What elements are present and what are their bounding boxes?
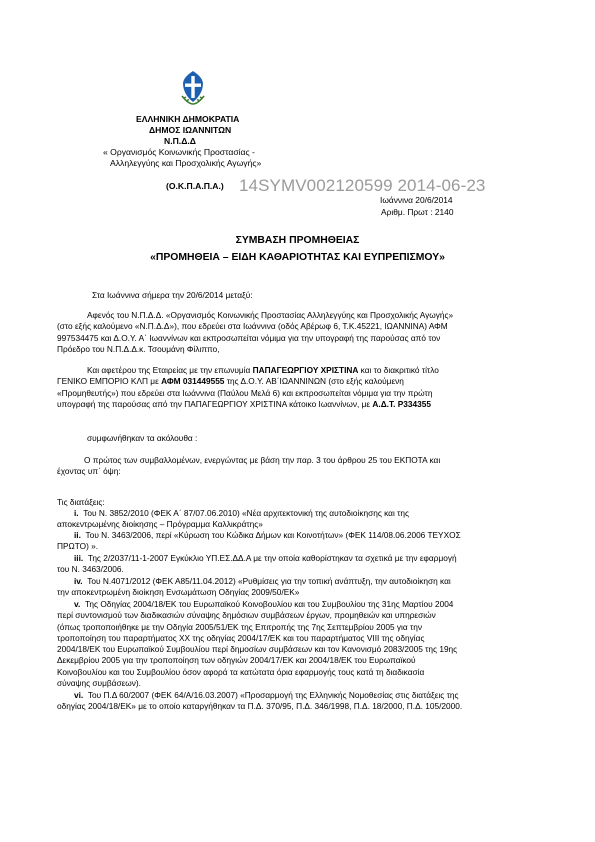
party-one-line: (στο εξής καλούμενο «Ν.Π.Δ.Δ»), που εδρεύει στα Ιωάννινα (οδός Αβέρωφ 6, Τ.Κ.45221, ΙΩΑΝΝΙΝΑ) ΑΦΜ: [57, 321, 448, 332]
organization-name-line2: Αλληλεγγύης και Προσχολικής Αγωγής»: [110, 158, 262, 168]
state-emblem-icon: [180, 70, 206, 106]
provision-item: [57, 576, 505, 599]
provision-number: i.: [74, 508, 79, 518]
provision-item: [57, 530, 505, 553]
provision-item: [57, 599, 505, 689]
supplier-tax-id: ΑΦΜ 031449555: [161, 376, 225, 387]
provision-text: Του Π.Δ 60/2007 (ΦΕΚ 64/Α/16.03.2007) «Προσαρμογή της Ελληνικής Νομοθεσίας στις διατάξεις της: [87, 690, 459, 700]
party-two-line: «Προμηθευτής») που εδρεύει στα Ιωάννινα (Παύλου Μελά 6) και εκπροσωπείται νόμιμα για την πρώτη: [57, 387, 433, 398]
protocol-number: Αριθμ. Πρωτ : 2140: [381, 207, 454, 217]
party-one-line: 997534475 και Δ.Ο.Υ. Α΄ Ιωαννίνων και εκπροσωπείται νόμιμα για την υπογραφή της παρούσας από τον: [57, 332, 441, 343]
provision-text: τροποποίηση του παραρτήματος ΧΧ της οδηγίας 2004/17/ΕΚ και του παραρτήματος VIII της οδηγίας: [57, 632, 425, 643]
provision-text: 2004/18/ΕΚ του Ευρωπαϊκού Συμβουλίου περί δημοσίων συμβάσεων και τον Κανονισμό 2083/2005 της 19ης: [57, 644, 458, 655]
provision-text: οδηγίας 2004/18/ΕΚ» με το οποίο καταργήθηκαν τα Π.Δ. 370/95, Π.Δ. 346/1998, Π.Δ. 18/2000, Π.Δ. 105/2000.: [57, 701, 463, 712]
document-subtitle: «ΠΡΟΜΗΘΕΙΑ – ΕΙΔΗ ΚΑΘΑΡΙΟΤΗΤΑΣ ΚΑΙ ΕΥΠΡΕΠΙΣΜΟΥ»: [150, 252, 445, 263]
party-one-line: Αφενός του Ν.Π.Δ.Δ. «Οργανισμός Κοινωνικής Προστασίας Αλληλεγγύης και Προσχολικής Αγωγής»: [87, 310, 454, 320]
provision-item: [57, 690, 505, 713]
provision-number: v.: [74, 599, 81, 609]
party-two-line: Και αφετέρου της Εταιρείας με την επωνυμία ΠΑΠΑΓΕΩΡΓΙΟΥ ΧΡΙΣΤΙΝΑ και το διακριτικό τίτλο: [87, 365, 439, 375]
party-one-paragraph: [57, 310, 505, 355]
provision-text: Κοινοβουλίου και του Συμβουλίου όσον αφορά τα κατώτατα όρια εφαρμογής τους κατά τη διαδικασία: [57, 666, 425, 677]
provision-text: Του Ν. 3463/2006, περί «Κύρωση του Κώδικα Δήμων και Κοινοτήτων» (ΦΕΚ 114/08.06.2006 ΤΕΥΧΟΣ: [85, 530, 461, 540]
republic-name: ΕΛΛΗΝΙΚΗ ΔΗΜΟΚΡΑΤΙΑ: [136, 114, 240, 124]
provision-number: vi.: [74, 690, 84, 700]
agreed-line: συμφωνήθηκαν τα ακόλουθα :: [87, 433, 198, 443]
considerations-line: έχοντας υπ΄ όψη:: [57, 466, 121, 477]
party-two-line: υπογραφή της παρούσας από την ΠΑΠΑΓΕΩΡΓΙΟΥ ΧΡΙΣΤΙΝΑ κάτοικο Ιωαννίνων, με Α.Δ.Τ. Ρ334355: [57, 398, 431, 409]
provision-text: ΠΡΩΤΟ) ».: [57, 541, 99, 552]
party-two-paragraph: [57, 365, 505, 410]
document-date: Ιωάννινα 20/6/2014: [380, 195, 453, 205]
provision-text: Της Οδηγίας 2004/18/ΕΚ του Ευρωπαϊκού Κοινοβουλίου και του Συμβουλίου της 31ης Μαρτίου 2004: [84, 599, 454, 609]
organization-abbreviation: (Ο.Κ.Π.Α.Π.Α.): [166, 181, 224, 191]
party-one-line: Πρόεδρο του Ν.Π.Δ.Δ.κ. Τσουμάνη Φίλιππο,: [57, 343, 220, 354]
provision-text: την αποκεντρωμένη διοίκηση Ενσωμάτωση Οδηγίας 2009/50/ΕΚ»: [57, 587, 300, 598]
provision-text: περί συντονισμού των διαδικασιών σύναψης δημόσιων συμβάσεων έργων, προμηθειών και υπηρεσιών: [57, 610, 436, 621]
provision-number: iii.: [74, 553, 84, 563]
provision-text: Του Ν. 3852/2010 (ΦΕΚ Α΄ 87/07.06.2010) «Νέα αρχιτεκτονική της αυτοδιοίκησης και της: [83, 508, 410, 518]
provisions-heading: Τις διατάξεις:: [57, 497, 105, 507]
provision-text: Της 2/2037/11-1-2007 Εγκύκλιο ΥΠ.ΕΣ.ΔΔ.Α με την οποία καθορίστηκαν τα σχετικά με την εφαρμογή: [87, 553, 457, 563]
organization-name-line1: « Οργανισμός Κοινωνικής Προστασίας -: [103, 147, 255, 157]
provision-text: (όπως τροποποιήθηκε με την Οδηγία 2005/51/ΕΚ της Επιτροπής της 7ης Σεπτεμβρίου 2005 για την: [57, 621, 423, 632]
provision-text: σύναψης συμβάσεων).: [57, 678, 141, 689]
intro-line: Στα Ιωάννινα σήμερα την 20/6/2014 μεταξύ:: [92, 290, 253, 300]
provision-item: [57, 508, 505, 531]
considerations-line: Ο πρώτος των συμβαλλομένων, ενεργώντας με βάση την παρ. 3 του άρθρου 25 του ΕΚΠΟΤΑ και: [84, 455, 441, 465]
provision-text: Δεκεμβρίου 2005 για την τροποποίηση των οδηγιών 2004/17/ΕΚ και 2004/18/ΕΚ του Ευρωπαϊκού: [57, 655, 416, 666]
provision-item: [57, 553, 505, 576]
municipality-name: ΔΗΜΟΣ ΙΩΑΝΝΙΤΩΝ: [149, 125, 232, 135]
provision-number: ii.: [74, 530, 81, 540]
supplier-id-card: Α.Δ.Τ. Ρ334355: [372, 398, 431, 409]
considerations-paragraph: [57, 455, 505, 478]
provision-text: αποκεντρωμένης διοίκησης – Πρόγραμμα Καλλικράτης»: [57, 519, 263, 530]
document-title: ΣΥΜΒΑΣΗ ΠΡΟΜΗΘΕΙΑΣ: [235, 235, 360, 246]
supplier-name: ΠΑΠΑΓΕΩΡΓΙΟΥ ΧΡΙΣΤΙΝΑ: [252, 365, 359, 375]
provision-number: iv.: [74, 576, 83, 586]
party-two-line: ΓΕΝΙΚΟ ΕΜΠΟΡΙΟ ΚΛΠ με ΑΦΜ 031449555 της Δ.Ο.Υ. ΑΒ΄ΙΩΑΝΝΙΝΩΝ (στο εξής καλούμενη: [57, 376, 404, 387]
legal-entity-type: Ν.Π.Δ.Δ: [164, 136, 196, 146]
provision-text: του Ν. 3463/2006.: [57, 564, 124, 575]
registry-stamp: 14SYMV002120599 2014-06-23: [239, 176, 486, 195]
provision-text: Του Ν.4071/2012 (ΦΕΚ Α85/11.04.2012) «Ρυθμίσεις για την τοπική ανάπτυξη, την αυτοδιοίκηση και: [87, 576, 451, 586]
